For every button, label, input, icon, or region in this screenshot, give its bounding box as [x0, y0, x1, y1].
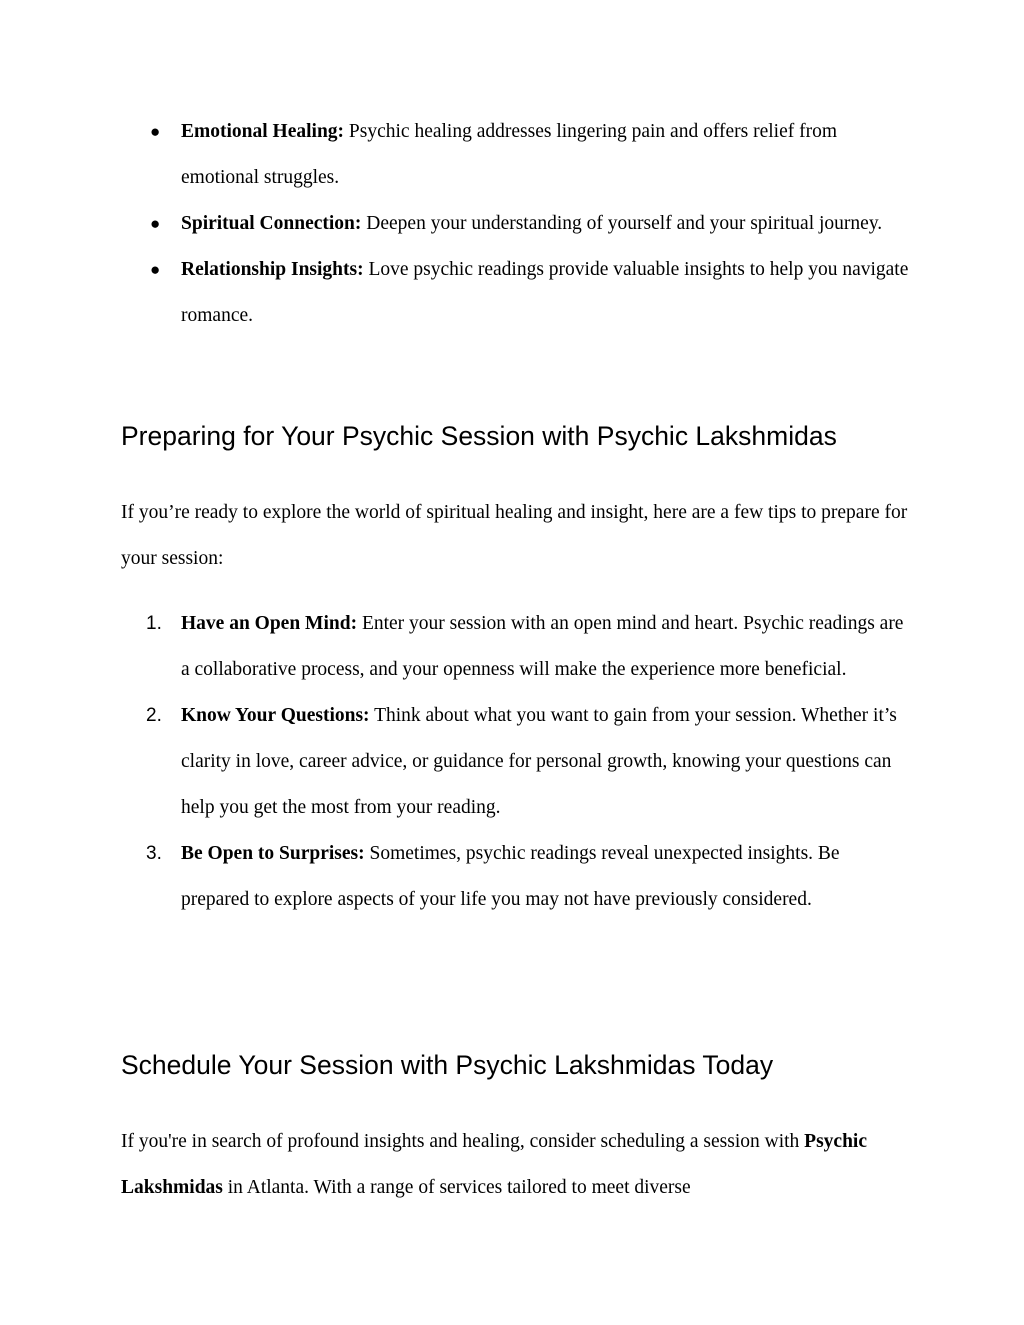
tip-text: Think about what you want to gain from your session. Whether it’s clarity in love, career advice, or guidance for personal growth, knowing your questions can help you get the most from your reading.: [181, 705, 897, 818]
benefit-text: Love psychic readings provide valuable insights to help you navigate romance.: [181, 259, 909, 326]
benefit-term: Spiritual Connection:: [181, 213, 362, 234]
tip-term: Be Open to Surprises:: [181, 843, 365, 864]
bullet-marker: ●: [150, 214, 161, 233]
preparing-heading: Preparing for Your Psychic Session with Psychic Lakshmidas: [121, 421, 837, 451]
benefit-item-spiritual-connection: [0, 201, 911, 247]
psychic-name: Psychic Lakshmidas: [121, 1131, 867, 1198]
benefit-term: Relationship Insights:: [181, 259, 364, 280]
schedule-paragraph: [121, 1119, 911, 1211]
bullet-marker: ●: [150, 260, 161, 279]
list-number: 2.: [146, 705, 162, 726]
benefits-list: [0, 109, 1024, 339]
tip-item-open-surprises: [0, 831, 911, 923]
tip-text: Enter your session with an open mind and heart. Psychic readings are a collaborative process, and your openness will make the experience more beneficial.: [181, 613, 904, 680]
tip-item-open-mind: [0, 601, 911, 693]
schedule-heading: Schedule Your Session with Psychic Lakshmidas Today: [121, 1050, 774, 1080]
list-number: 3.: [146, 843, 162, 864]
tips-list: [0, 601, 1024, 923]
bullet-marker: ●: [150, 122, 161, 141]
benefit-item-relationship-insights: [0, 247, 911, 339]
tip-text: Sometimes, psychic readings reveal unexpected insights. Be prepared to explore aspects of your life you may not have previously considered.: [181, 843, 840, 910]
tip-term: Have an Open Mind:: [181, 613, 358, 634]
benefit-text: Deepen your understanding of yourself and your spiritual journey.: [361, 213, 883, 234]
list-number: 1.: [146, 613, 162, 634]
benefit-item-emotional-healing: [0, 109, 911, 201]
schedule-text-before: If you're in search of profound insights and healing, consider scheduling a session with: [121, 1131, 805, 1152]
preparing-intro: If you’re ready to explore the world of spiritual healing and insight, here are a few tips to prepare for your session:: [121, 502, 908, 569]
tip-term: Know Your Questions:: [181, 705, 370, 726]
benefit-term: Emotional Healing:: [181, 121, 345, 142]
benefit-text: Psychic healing addresses lingering pain and offers relief from emotional struggles.: [181, 121, 837, 188]
schedule-text-after: in Atlanta. With a range of services tailored to meet diverse: [222, 1177, 691, 1198]
tip-item-know-questions: [0, 693, 911, 831]
